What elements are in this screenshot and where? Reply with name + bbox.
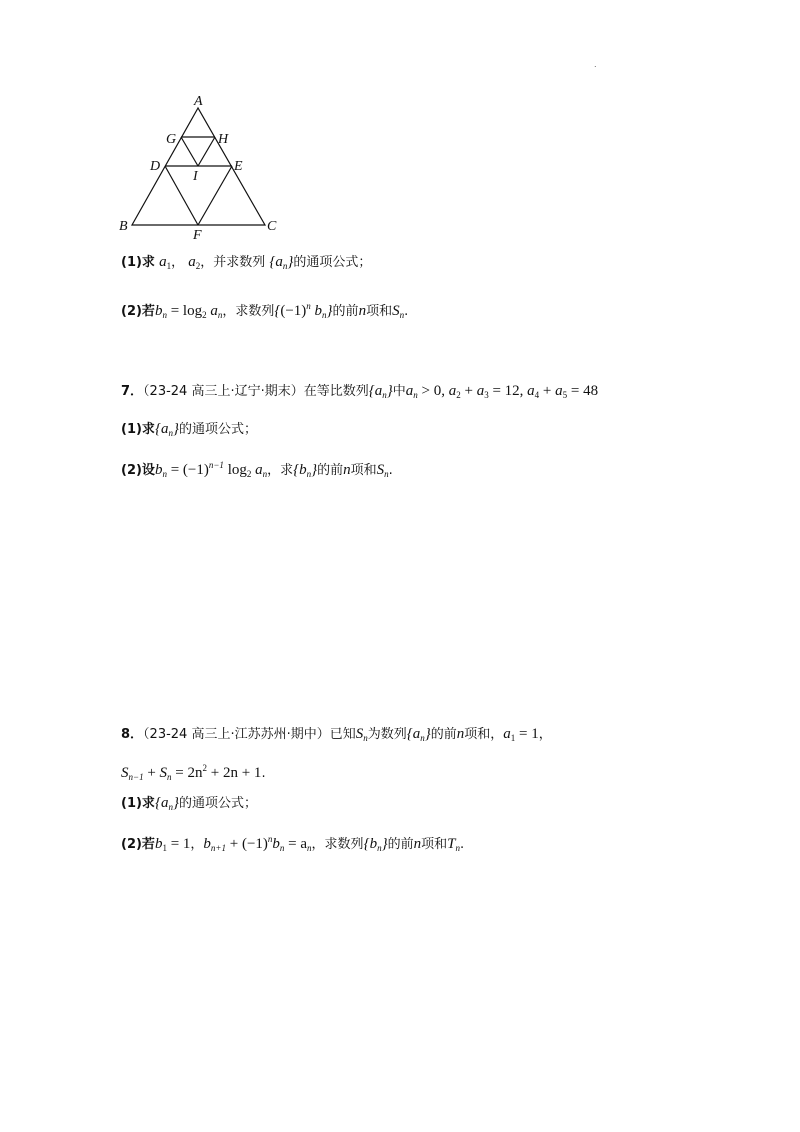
math-token: n xyxy=(282,261,288,271)
math-token: n−1 xyxy=(208,460,224,470)
math-token xyxy=(121,765,261,781)
math-token: . xyxy=(404,304,409,319)
math-token: （23-24 高三上·辽宁·期末） xyxy=(143,384,304,399)
math-token: a xyxy=(206,303,218,319)
math-token: + (−1) xyxy=(226,836,268,852)
math-token: > 0, xyxy=(417,383,449,399)
math-token: $\{a_n\}$ xyxy=(368,383,393,400)
math-token: S xyxy=(392,303,400,319)
math-token: a xyxy=(275,254,283,270)
math-token xyxy=(155,303,222,319)
math-token: T xyxy=(447,836,456,852)
math-token: 的通项公式； xyxy=(293,255,372,270)
segment-ef xyxy=(198,166,232,225)
label-c: C xyxy=(267,219,277,234)
math-token: + xyxy=(143,765,160,781)
math-token: + 2n + 1 xyxy=(207,765,262,781)
math-token: S xyxy=(159,765,168,781)
math-token: b xyxy=(203,836,211,852)
math-token: 在等比数列 xyxy=(303,384,369,399)
math-token: n xyxy=(413,390,418,400)
math-token: 2 xyxy=(202,763,208,773)
math-token: + xyxy=(460,383,477,399)
math-token: . xyxy=(459,837,465,852)
math-token: n xyxy=(306,301,311,311)
math-token: = log xyxy=(166,303,203,319)
math-token: ， xyxy=(538,727,552,742)
math-token: 的前 xyxy=(430,727,457,742)
math-token: S xyxy=(121,765,129,781)
math-token: n xyxy=(162,310,167,320)
math-token: n xyxy=(455,843,460,853)
q7-part1 xyxy=(121,419,257,443)
math-token: $\{a_n\}$ xyxy=(154,421,179,438)
math-token: 3 xyxy=(484,390,489,400)
q6-part1-prefix: (1)求 xyxy=(121,255,155,270)
math-token: ，并求数列 xyxy=(200,255,266,270)
math-token: 项和 xyxy=(350,463,377,478)
math-token: 8． xyxy=(121,727,144,742)
math-token: n xyxy=(363,733,368,743)
math-token: S xyxy=(355,726,364,742)
q8-head xyxy=(121,724,552,748)
q8-part1 xyxy=(121,793,257,817)
math-token: 1 xyxy=(162,843,167,853)
math-token: n xyxy=(413,836,422,852)
math-token: ， xyxy=(171,255,185,270)
math-token: 的通项公式； xyxy=(178,796,257,811)
math-token: n xyxy=(382,390,387,400)
math-token: $\{a_n\}$ xyxy=(269,254,294,271)
math-token: 为数列 xyxy=(367,727,407,742)
math-token: = (−1) xyxy=(166,462,209,478)
math-token: = 1 xyxy=(515,726,539,742)
math-token: 2 xyxy=(456,390,461,400)
math-token: b xyxy=(272,836,280,852)
q6-part2 xyxy=(121,296,408,325)
math-token: = a xyxy=(284,836,308,852)
segment-hi xyxy=(198,137,215,166)
math-token: S xyxy=(376,462,385,478)
math-token: a xyxy=(251,462,263,478)
math-token: = 1 xyxy=(166,836,191,852)
math-token: (−1) xyxy=(280,303,307,319)
math-token: (1)求 xyxy=(121,796,155,811)
math-token: （23-24 高三上·江苏苏州·期中） xyxy=(143,727,330,742)
q8-line2 xyxy=(121,758,266,787)
math-token: = 2n xyxy=(171,765,203,781)
math-token: n xyxy=(377,843,382,853)
math-token: ，求数列 xyxy=(311,837,364,852)
math-token xyxy=(356,726,368,742)
q7-head xyxy=(121,381,598,405)
math-token: 项和， xyxy=(464,727,504,742)
math-token xyxy=(392,303,404,319)
math-token xyxy=(406,383,598,399)
math-token: 2 xyxy=(195,261,201,271)
math-token: b xyxy=(154,462,163,478)
math-token: 的通项公式； xyxy=(178,422,257,437)
label-f: F xyxy=(193,228,202,240)
math-token: n+1 xyxy=(210,843,226,853)
math-token: 中 xyxy=(392,384,406,399)
math-token: (1)求 xyxy=(121,422,155,437)
math-token: n xyxy=(384,469,389,479)
q8-part2 xyxy=(121,829,464,858)
math-token: n xyxy=(267,834,273,844)
math-token: a xyxy=(503,726,511,742)
math-token: (2)若 xyxy=(121,837,155,852)
math-token: 项和 xyxy=(421,837,448,852)
math-token: 4 xyxy=(534,390,540,400)
math-token: a xyxy=(405,383,414,399)
math-token xyxy=(203,836,311,852)
math-token: n xyxy=(358,303,367,319)
math-token: n xyxy=(399,310,405,320)
math-token: 的前 xyxy=(332,304,359,319)
q7-part2 xyxy=(121,455,393,484)
math-token: n xyxy=(307,843,312,853)
triangle-figure xyxy=(110,90,300,240)
math-token: n xyxy=(217,310,223,320)
label-d: D xyxy=(150,159,161,174)
math-token: n xyxy=(167,772,172,782)
math-token: a xyxy=(555,383,563,399)
math-token: n xyxy=(162,469,167,479)
math-token: b xyxy=(154,303,163,319)
math-token: n xyxy=(456,726,465,742)
math-token: a xyxy=(412,726,421,742)
math-token: n xyxy=(279,843,285,853)
math-token: (2)若 xyxy=(121,304,155,319)
math-token: + xyxy=(539,383,556,399)
math-token: ，求数列 xyxy=(222,304,275,319)
label-h: H xyxy=(218,132,229,147)
math-token: 1 xyxy=(166,261,172,271)
math-token xyxy=(188,254,200,270)
math-token: a xyxy=(159,254,167,270)
math-token: 1 xyxy=(510,733,516,743)
math-token: n xyxy=(168,802,173,812)
label-g: G xyxy=(166,132,177,147)
math-token xyxy=(503,726,538,742)
math-token: 2 xyxy=(202,310,207,320)
math-token: {$(-1)^n$ $b_n$} xyxy=(274,301,333,320)
math-token: n xyxy=(306,469,312,479)
math-token: b xyxy=(299,462,307,478)
math-token: 项和 xyxy=(366,304,393,319)
math-token: b xyxy=(154,836,163,852)
math-token: b xyxy=(369,836,378,852)
math-token: a xyxy=(374,383,383,399)
math-token: n xyxy=(168,428,173,438)
math-token: n xyxy=(322,310,327,320)
math-token: a xyxy=(160,421,169,437)
math-token: n xyxy=(262,469,268,479)
math-token xyxy=(377,462,389,478)
label-e: E xyxy=(234,159,243,174)
math-token: 的前 xyxy=(317,463,344,478)
label-a: A xyxy=(194,94,203,109)
math-token: n xyxy=(420,733,425,743)
math-token xyxy=(159,254,171,270)
math-token: = 12, xyxy=(488,383,528,399)
math-token: 的前 xyxy=(387,837,414,852)
math-token: $\{b_n\}$ xyxy=(293,462,318,479)
label-b: B xyxy=(119,219,128,234)
math-token: n−1 xyxy=(128,772,144,782)
corner-mark: . xyxy=(594,60,597,69)
label-i: I xyxy=(193,169,198,184)
math-token: a xyxy=(188,254,196,270)
math-token: 5 xyxy=(562,390,568,400)
math-token: a xyxy=(160,795,169,811)
math-token: 7． xyxy=(121,384,144,399)
segment-gi xyxy=(181,137,198,166)
math-token: . xyxy=(388,463,393,478)
math-token: log xyxy=(223,462,247,478)
math-token: 已知 xyxy=(329,727,356,742)
math-token xyxy=(155,836,190,852)
math-token: (2)设 xyxy=(121,463,155,478)
math-token: . xyxy=(261,766,266,781)
math-token: ， xyxy=(190,837,204,852)
math-token: b xyxy=(310,303,323,319)
math-token: = 48 xyxy=(567,383,599,399)
math-token: a xyxy=(476,383,485,399)
math-token: $\{a_n\}$ xyxy=(406,726,431,743)
math-token: ，求 xyxy=(267,463,294,478)
q6-part1 xyxy=(121,252,371,276)
math-token xyxy=(447,836,460,852)
math-token xyxy=(155,462,267,478)
math-token: $\{b_n\}$ xyxy=(363,836,388,853)
math-token: a xyxy=(527,383,535,399)
math-token: n xyxy=(343,462,351,478)
math-token: 2 xyxy=(246,469,252,479)
math-token: $\{a_n\}$ xyxy=(154,795,179,812)
math-token: a xyxy=(448,383,457,399)
